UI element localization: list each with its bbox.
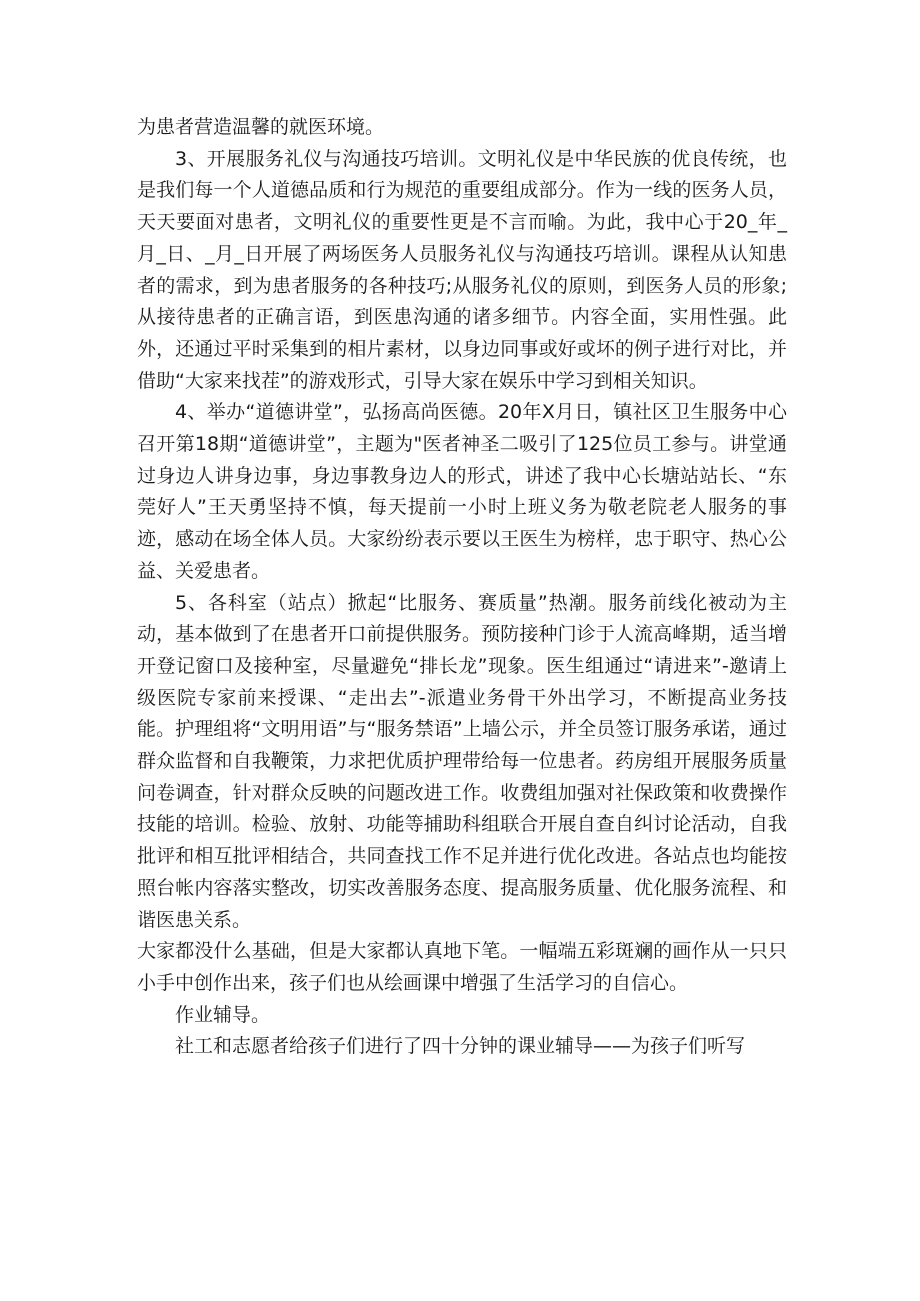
paragraph-painting-class: 大家都没什么基础，但是大家都认真地下笔。一幅端五彩斑斓的画作从一只只小手中创作出来，孩子们也从绘画课中增强了生活学习的自信心。 — [137, 940, 787, 994]
paragraph-item-3-etiquette-training: 3、开展服务礼仪与沟通技巧培训。文明礼仪是中华民族的优良传统，也是我们每一个人道德品质和行为规范的重要组成部分。作为一线的医务人员，天天要面对患者，文明礼仪的重要性更是不言而喻。为此，我中心于20_年_月_日、_月_日开展了两场医务人员服务礼仪与沟通技巧培训。课程从认知患者的需求，到为患者服务的各种技巧;从服务礼仪的原则，到医务人员的形象;从接待患者的正确言语，到医患沟通的诸多细节。内容全面，实用性强。此外，还通过平时采集到的相片素材，以身边同事或好或坏的例子进行对比，并借助“大家来找茬”的游戏形式，引导大家在娱乐中学习到相关知识。 — [137, 147, 787, 392]
paragraph-item-5-service-competition: 5、各科室（站点）掀起“比服务、赛质量”热潮。服务前线化被动为主动，基本做到了在患者开口前提供服务。预防接种门诊于人流高峰期，适当增开登记窗口及接种室，尽量避免“排长龙”现象。医生组通过“请进来”-邀请上级医院专家前来授课、“走出去”-派遣业务骨干外出学习，不断提高业务技能。护理组将“文明用语”与“服务禁语”上墙公示，并全员签订服务承诺，通过群众监督和自我鞭策，力求把优质护理带给每一位患者。药房组开展服务质量问卷调查，针对群众反映的问题改进工作。收费组加强对社保政策和收费操作技能的培训。检验、放射、功能等捕助科组联合开展自查自纠讨论活动，自我批评和相互批评相结合，共同查找工作不足并进行优化改进。各站点也均能按照台帐内容落实整改，切实改善服务态度、提高服务质量、优化服务流程、和谐医患关系。 — [137, 591, 787, 931]
paragraph-homework-heading: 作业辅导。 — [175, 1003, 271, 1026]
paragraph-continuation: 为患者营造温馨的就医环境。 — [137, 116, 385, 138]
document-body — [137, 112, 787, 1063]
paragraph-homework-tutoring: 社工和志愿者给孩子们进行了四十分钟的课业辅导——为孩子们听写 — [175, 1035, 746, 1058]
paragraph-item-4-ethics-lecture: 4、举办“道德讲堂”，弘扬高尚医德。20年X月日，镇社区卫生服务中心召开第18期“道德讲堂”，主题为"医者神圣二吸引了125位员工参与。讲堂通过身边人讲身边事，身边事教身边人的形式，讲述了我中心长塘站站长、“东莞好人”王天勇坚持不慎，每天提前一小时上班义务为敬老院老人服务的事迹，感动在场全体人员。大家纷纷表示要以王医生为榜样，忠于职守、热心公益、关爱患者。 — [137, 401, 787, 582]
